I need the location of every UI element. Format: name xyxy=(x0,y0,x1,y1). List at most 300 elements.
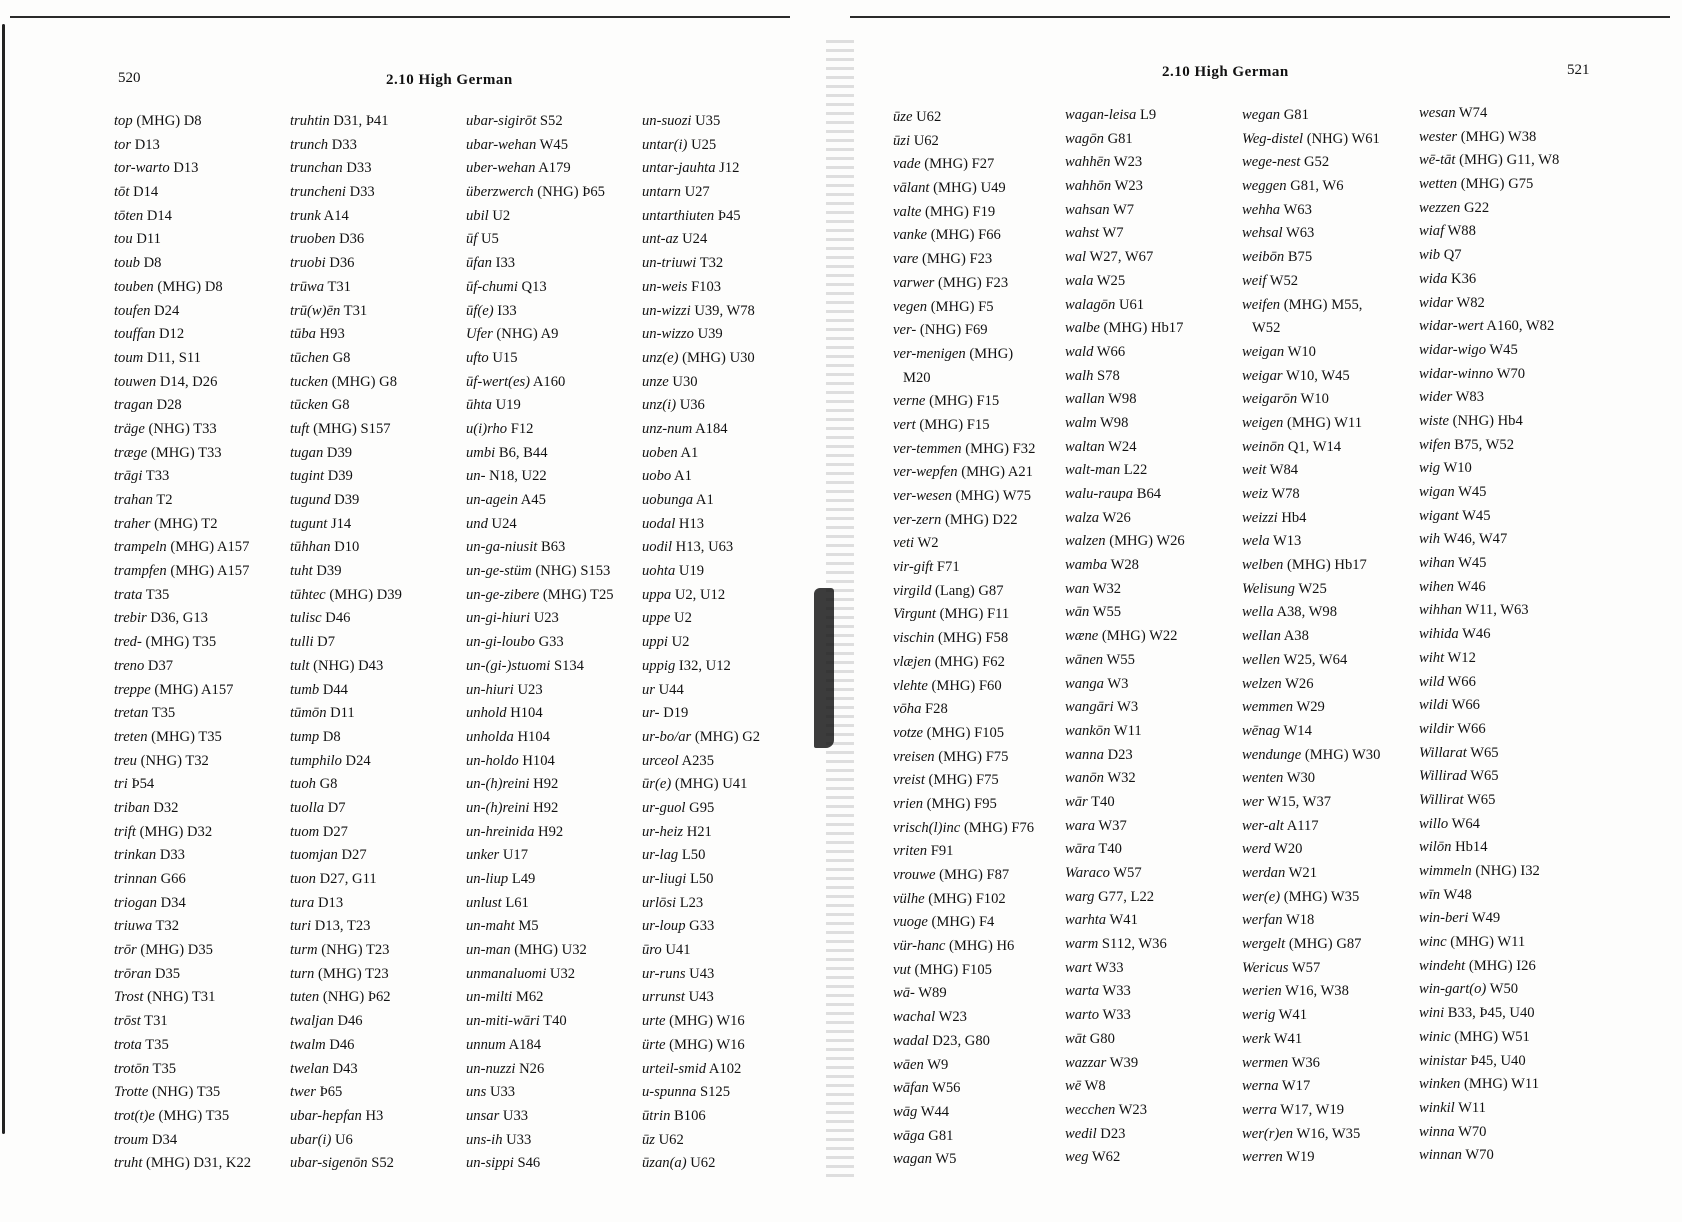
reference: D37 xyxy=(147,657,174,674)
headword: wenten xyxy=(1242,770,1284,787)
reference: U43 xyxy=(689,965,715,982)
index-entry xyxy=(290,536,402,560)
reference: N18, U22 xyxy=(489,468,547,485)
index-entry xyxy=(290,1010,402,1034)
index-entry xyxy=(893,509,1035,533)
index-entry xyxy=(1419,718,1559,742)
index-entry xyxy=(1242,625,1380,649)
reference: A117 xyxy=(1286,817,1319,834)
headword: turi xyxy=(290,918,312,935)
headword: vare xyxy=(893,251,919,268)
index-entry xyxy=(642,655,760,679)
index-entry xyxy=(466,655,614,679)
index-entry xyxy=(466,607,614,631)
index-entry xyxy=(1065,341,1185,365)
headword: wecchen xyxy=(1065,1101,1116,1118)
index-entry xyxy=(1065,1028,1185,1052)
reference: H104 xyxy=(517,728,550,745)
headword: ūfan xyxy=(466,255,492,272)
reference: W3 xyxy=(1107,675,1129,692)
index-entry xyxy=(1419,339,1559,363)
reference: D34 xyxy=(151,1131,178,1148)
headword: weinōn xyxy=(1242,438,1285,455)
index-entry xyxy=(114,844,251,868)
headword: wehha xyxy=(1242,201,1281,218)
headword: vuoge xyxy=(893,914,928,931)
index-entry xyxy=(290,252,402,276)
reference: W11 xyxy=(1113,722,1142,739)
headword: un-miti-wāri xyxy=(466,1013,540,1030)
index-entry xyxy=(466,726,614,750)
index-entry xyxy=(1242,720,1380,744)
headword: wē xyxy=(1065,1078,1082,1095)
reference: U6 xyxy=(335,1131,353,1148)
index-entry xyxy=(290,347,402,371)
reference: W89 xyxy=(918,985,947,1002)
reference: G81 xyxy=(1283,107,1309,123)
reference: W45 xyxy=(1458,555,1487,572)
reference: D8 xyxy=(143,255,162,272)
index-entry xyxy=(642,134,760,158)
reference: (MHG) G87 xyxy=(1288,936,1362,953)
headword: unholda xyxy=(466,728,514,745)
index-entry xyxy=(290,939,402,963)
reference: (MHG) M55, xyxy=(1283,296,1363,313)
reference: D36 xyxy=(339,231,365,248)
reference: W23 xyxy=(938,1009,967,1026)
reference: U23 xyxy=(533,610,559,627)
reference: W63 xyxy=(1285,225,1315,242)
reference: H92 xyxy=(533,799,559,816)
index-entry xyxy=(1065,933,1185,957)
index-entry xyxy=(642,1058,760,1082)
headword: wāg xyxy=(893,1103,918,1120)
reference: A179 xyxy=(538,160,571,177)
index-entry xyxy=(1242,980,1380,1004)
headword: winnan xyxy=(1419,1147,1462,1164)
index-entry xyxy=(642,631,760,655)
headword: troum xyxy=(114,1131,149,1148)
reference: (NHG) F69 xyxy=(919,322,988,339)
headword: truobi xyxy=(290,255,326,272)
index-entry xyxy=(642,228,760,252)
index-entry xyxy=(466,821,614,845)
headword: trinnan xyxy=(114,871,157,887)
headword: ūf(e) xyxy=(466,302,494,319)
headword: top xyxy=(114,113,133,129)
index-entry xyxy=(642,394,760,418)
reference: M5 xyxy=(518,918,539,935)
headword: uppig xyxy=(642,657,676,674)
headword: träge xyxy=(114,420,145,437)
reference: (MHG) A157 xyxy=(154,681,234,698)
index-entry xyxy=(1242,791,1380,815)
headword: unker xyxy=(466,847,500,864)
headword: tumphilo xyxy=(290,752,342,769)
index-entry xyxy=(893,532,1035,556)
index-entry xyxy=(290,394,402,418)
headword: treu xyxy=(114,752,137,769)
reference: (MHG) T35 xyxy=(151,728,222,745)
headword: wehsal xyxy=(1242,225,1283,242)
reference: B33, Þ45, U40 xyxy=(1447,1005,1535,1022)
headword: vōha xyxy=(893,701,922,718)
headword: weit xyxy=(1242,462,1267,479)
reference: T35 xyxy=(151,705,176,722)
headword: wedil xyxy=(1065,1125,1097,1142)
index-entry xyxy=(466,939,614,963)
headword: tugund xyxy=(290,492,331,508)
index-entry xyxy=(893,414,1035,438)
headword: un-suozi xyxy=(642,113,692,129)
index-entry xyxy=(642,773,760,797)
index-entry xyxy=(1419,552,1559,576)
index-entry xyxy=(466,1105,614,1129)
index-entry xyxy=(466,442,614,466)
headword: un-ga-niusit xyxy=(466,539,538,556)
headword: wāga xyxy=(893,1127,925,1144)
reference: S112, W36 xyxy=(1101,936,1167,953)
reference: (MHG) F75 xyxy=(928,772,999,789)
reference: W32 xyxy=(1092,580,1122,597)
reference: D36 xyxy=(329,255,355,272)
headword: trebir xyxy=(114,610,147,627)
headword: wankōn xyxy=(1065,722,1111,739)
index-entry xyxy=(290,560,402,584)
reference: A184 xyxy=(695,420,728,437)
headword: triban xyxy=(114,799,150,816)
index-entry xyxy=(466,489,614,513)
reference: (MHG) F105 xyxy=(914,961,992,978)
index-entry xyxy=(466,963,614,987)
headword: unz(i) xyxy=(642,397,677,414)
index-entry xyxy=(114,442,251,466)
index-entry xyxy=(642,157,760,181)
headword: trota xyxy=(114,1036,142,1053)
headword: trampeln xyxy=(114,539,167,556)
index-entry xyxy=(642,1105,760,1129)
headword: trot(t)e xyxy=(114,1107,155,1124)
index-entry xyxy=(466,276,614,300)
index-entry xyxy=(466,679,614,703)
headword: wella xyxy=(1242,604,1274,621)
reference: Q13 xyxy=(521,278,547,295)
right-page xyxy=(845,0,1682,1222)
headword: win-gart(o) xyxy=(1419,981,1487,998)
headword: weif xyxy=(1242,272,1267,289)
reference: W11 xyxy=(1458,1099,1486,1116)
reference: W62 xyxy=(1091,1149,1121,1166)
index-entry xyxy=(290,228,402,252)
reference: W49 xyxy=(1471,910,1501,927)
headword: wihida xyxy=(1419,626,1459,643)
headword: warta xyxy=(1065,983,1100,1000)
headword: ubar(i) xyxy=(290,1131,332,1148)
reference: (MHG) W35 xyxy=(1283,888,1360,905)
reference: (MHG) F95 xyxy=(926,795,997,812)
reference: D24 xyxy=(154,302,180,319)
headword: ur-bo/ar xyxy=(642,728,692,745)
index-entry xyxy=(290,442,402,466)
index-entry xyxy=(1419,410,1559,434)
reference: (MHG) D8 xyxy=(136,113,202,129)
index-entry xyxy=(1065,1146,1185,1170)
index-entry xyxy=(1242,341,1380,365)
reference: W41 xyxy=(1278,1007,1308,1024)
headword: wihan xyxy=(1419,555,1455,572)
headword: uobo xyxy=(642,468,672,485)
reference: W66 xyxy=(1447,673,1476,690)
headword: und xyxy=(466,515,488,532)
headword: ver-zern xyxy=(893,511,942,528)
headword: widar-wert xyxy=(1419,318,1484,335)
headword: weiz xyxy=(1242,486,1268,502)
headword: wāfan xyxy=(893,1080,929,1097)
index-entry xyxy=(1419,315,1559,339)
headword: vischin xyxy=(893,630,935,647)
reference: L61 xyxy=(505,894,529,911)
reference: W17 xyxy=(1281,1078,1311,1095)
headword: twer xyxy=(290,1084,316,1101)
index-entry xyxy=(1242,1028,1380,1052)
headword: wagan xyxy=(893,1151,932,1168)
headword: wer xyxy=(1242,793,1264,810)
headword: vade xyxy=(893,156,921,173)
reference: (NHG) T35 xyxy=(152,1084,221,1101)
headword: vrisch(l)inc xyxy=(893,819,961,836)
reference: D43 xyxy=(332,1060,358,1077)
reference: (NHG) T32 xyxy=(140,752,209,769)
index-entry xyxy=(1065,578,1185,602)
headword: tor xyxy=(114,136,132,153)
page-number: 521 xyxy=(1567,62,1590,78)
headword: Waraco xyxy=(1065,865,1110,881)
headword: vegen xyxy=(893,298,928,315)
index-entry xyxy=(290,205,402,229)
headword: windeht xyxy=(1419,957,1466,974)
headword: vut xyxy=(893,961,911,978)
reference: D33 xyxy=(346,160,372,177)
reference: W70 xyxy=(1465,1147,1494,1164)
headword: unt-az xyxy=(642,231,679,248)
index-entry xyxy=(893,390,1035,414)
headword: warto xyxy=(1065,1007,1100,1024)
headword: winistar xyxy=(1419,1052,1467,1069)
headword: wildir xyxy=(1419,720,1454,737)
headword: un-(gi-)stuomi xyxy=(466,657,551,674)
headword: wida xyxy=(1419,270,1448,287)
index-entry xyxy=(1065,388,1185,412)
headword: weggen xyxy=(1242,178,1287,195)
index-entry xyxy=(290,986,402,1010)
headword: wilōn xyxy=(1419,839,1452,856)
index-entry xyxy=(642,963,760,987)
reference: D10 xyxy=(334,539,360,556)
reference: (MHG) T2 xyxy=(154,515,218,532)
index-entry xyxy=(893,343,1035,367)
index-entry xyxy=(1065,175,1185,199)
index-entry xyxy=(1419,599,1559,623)
reference: (MHG) T23 xyxy=(317,965,389,982)
headword: warg xyxy=(1065,888,1095,905)
reference: W45 xyxy=(1458,484,1487,500)
headword: tuom xyxy=(290,823,320,840)
headword: untarthiuten xyxy=(642,207,715,224)
reference: W19 xyxy=(1286,1149,1315,1166)
index-entry xyxy=(893,627,1035,651)
reference: A235 xyxy=(681,752,715,769)
headword: truhtin xyxy=(290,113,330,129)
reference: F71 xyxy=(936,559,960,576)
headword: urlōsi xyxy=(642,894,677,911)
headword: urceol xyxy=(642,752,679,769)
reference: M62 xyxy=(515,989,544,1006)
headword: ūro xyxy=(642,942,662,959)
index-entry xyxy=(1242,459,1380,483)
reference: G33 xyxy=(689,918,715,935)
headword: wer(r)en xyxy=(1242,1125,1294,1142)
reference: W32 xyxy=(1107,770,1136,787)
headword: Trost xyxy=(114,989,144,1006)
reference: W70 xyxy=(1458,1123,1487,1140)
headword: vriten xyxy=(893,843,928,860)
index-entry xyxy=(290,300,402,324)
index-entry xyxy=(1419,742,1559,766)
headword: wiht xyxy=(1419,649,1445,666)
reference: N26 xyxy=(519,1060,545,1077)
headword: trotōn xyxy=(114,1060,150,1077)
index-entry xyxy=(1419,647,1559,671)
headword: touffan xyxy=(114,326,156,343)
index-entry xyxy=(466,797,614,821)
headword: un- xyxy=(466,468,486,485)
index-entry xyxy=(466,536,614,560)
index-entry xyxy=(1419,220,1559,244)
index-entry xyxy=(893,319,1035,343)
reference: W65 xyxy=(1470,744,1499,761)
headword: werna xyxy=(1242,1078,1279,1095)
reference: (MHG) F66 xyxy=(930,227,1001,244)
index-entry xyxy=(290,584,402,608)
index-entry xyxy=(114,157,251,181)
headword: wihhan xyxy=(1419,602,1462,619)
headword: wigan xyxy=(1419,484,1455,500)
index-entry xyxy=(114,1058,251,1082)
reference: D44 xyxy=(322,681,348,698)
reference: H92 xyxy=(533,776,559,793)
headword: wadal xyxy=(893,1032,929,1049)
index-entry xyxy=(1419,102,1559,126)
reference: Hb4 xyxy=(1281,509,1307,526)
headword: toub xyxy=(114,255,140,272)
index-entry xyxy=(114,892,251,916)
reference: (MHG) F27 xyxy=(924,156,995,173)
reference: (MHG) U41 xyxy=(674,776,748,793)
headword: tuten xyxy=(290,989,320,1006)
headword: ūf-wert(es) xyxy=(466,373,531,390)
index-column xyxy=(290,110,402,1176)
index-entry xyxy=(1065,530,1185,554)
reference: (NHG) I32 xyxy=(1475,863,1540,879)
running-head: 2.10 High German xyxy=(386,72,513,88)
index-entry xyxy=(114,560,251,584)
index-entry xyxy=(642,726,760,750)
headword: tōt xyxy=(114,184,130,201)
headword: vlehte xyxy=(893,677,928,694)
reference: D32 xyxy=(153,799,179,816)
headword: winic xyxy=(1419,1028,1451,1045)
reference: G8 xyxy=(319,776,338,793)
reference: W52 xyxy=(1269,272,1299,289)
headword: twelan xyxy=(290,1060,329,1077)
headword: vir-gift xyxy=(893,559,934,576)
index-entry xyxy=(1419,931,1559,955)
reference: U24 xyxy=(491,515,517,532)
reference: F103 xyxy=(691,278,722,295)
index-entry xyxy=(642,1152,760,1176)
headword: truht xyxy=(114,1155,143,1172)
headword: wermen xyxy=(1242,1054,1289,1071)
headword: unze xyxy=(642,373,669,390)
headword: tri xyxy=(114,776,128,793)
reference: U19 xyxy=(495,397,521,414)
index-column xyxy=(1242,104,1380,1170)
reference: T33 xyxy=(145,468,170,485)
index-entry xyxy=(114,773,251,797)
index-entry xyxy=(642,868,760,892)
index-entry xyxy=(642,1129,760,1153)
index-entry xyxy=(1065,744,1185,768)
headword: Virgunt xyxy=(893,606,936,623)
reference: A160, W82 xyxy=(1486,318,1555,335)
reference: (NHG) W61 xyxy=(1306,130,1380,147)
headword: wih xyxy=(1419,531,1441,548)
index-entry xyxy=(466,1152,614,1176)
index-entry xyxy=(290,679,402,703)
index-entry xyxy=(114,394,251,418)
reference: (MHG) F4 xyxy=(931,914,995,931)
reference: J12 xyxy=(719,160,740,177)
reference: U62 xyxy=(658,1131,684,1148)
headword: tult xyxy=(290,657,310,674)
reference: W10 xyxy=(1300,391,1329,408)
headword: weigarōn xyxy=(1242,391,1298,408)
reference: S125 xyxy=(699,1084,730,1101)
index-entry xyxy=(1419,197,1559,221)
headword: trōst xyxy=(114,1013,141,1030)
headword: ur xyxy=(642,681,655,698)
headword: wig xyxy=(1419,460,1441,477)
headword: un-hreinida xyxy=(466,823,535,840)
index-entry xyxy=(642,536,760,560)
index-entry xyxy=(1242,507,1380,531)
reference: D8 xyxy=(322,728,341,745)
index-entry xyxy=(1065,1123,1185,1147)
index-entry xyxy=(1419,173,1559,197)
index-entry xyxy=(466,844,614,868)
headword: trampfen xyxy=(114,563,167,580)
headword: un-agein xyxy=(466,492,518,508)
index-entry xyxy=(290,513,402,537)
index-entry xyxy=(1419,1050,1559,1074)
reference: W14 xyxy=(1283,722,1312,739)
reference: A1 xyxy=(680,444,699,461)
headword: uppi xyxy=(642,634,668,651)
index-entry xyxy=(1242,1123,1380,1147)
headword: trūwa xyxy=(290,278,325,295)
reference: H93 xyxy=(319,326,345,343)
reference: W15, W37 xyxy=(1267,793,1332,810)
